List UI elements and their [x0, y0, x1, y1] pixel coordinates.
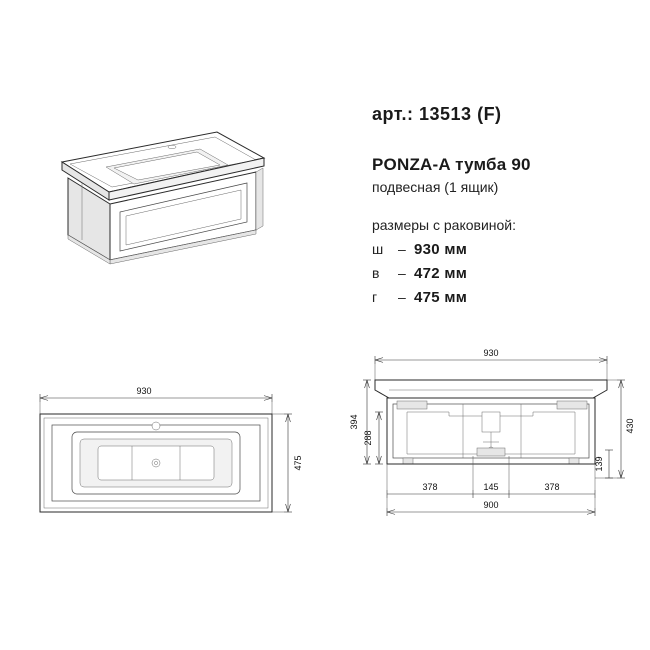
front-view-segment-left-label: 378: [422, 482, 438, 492]
dimension-dash-depth: –: [398, 289, 406, 305]
front-view: [345, 338, 645, 548]
top-view-depth-label: 475: [293, 455, 303, 471]
dimension-row-width: [372, 241, 642, 258]
front-view-height-inner-label: 288: [363, 430, 373, 446]
product-subtitle: подвесная (1 ящик): [372, 179, 499, 195]
front-view-segment-right-label: 378: [544, 482, 560, 492]
dimension-key-depth: г: [372, 289, 378, 305]
dimension-row-depth: [372, 289, 642, 306]
dimension-row-height: [372, 265, 642, 282]
dimension-dash-height: –: [398, 265, 406, 281]
front-view-top-width-label: 930: [483, 348, 499, 358]
dimension-value-width: 930 мм: [414, 241, 468, 258]
article-label: арт.:: [372, 104, 414, 124]
front-view-height-total-label: 430: [625, 418, 635, 434]
dimension-value-height: 472 мм: [414, 265, 468, 282]
dimensions-header: размеры с раковиной:: [372, 217, 516, 233]
dimension-key-height: в: [372, 265, 380, 281]
front-view-height-leg-label: 139: [594, 456, 604, 472]
perspective-view: [52, 120, 272, 295]
product-info: [372, 104, 642, 313]
dimension-dash-width: –: [398, 241, 406, 257]
top-view-width-label: 930: [136, 386, 152, 396]
front-view-bottom-width-label: 900: [483, 500, 499, 510]
article-value: 13513 (F): [419, 104, 502, 124]
dimension-key-width: ш: [372, 241, 384, 257]
dimension-value-depth: 475 мм: [414, 289, 468, 306]
article-line: [372, 104, 642, 125]
product-name: PONZA-A тумба 90: [372, 155, 531, 174]
top-view: [20, 370, 310, 550]
front-view-segment-center-label: 145: [483, 482, 499, 492]
front-view-height-body-label: 394: [349, 414, 359, 430]
